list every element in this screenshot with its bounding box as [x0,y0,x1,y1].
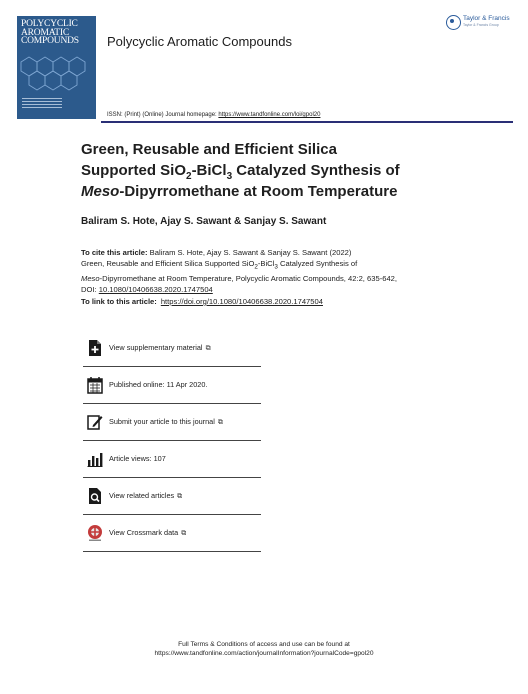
issn-line [107,112,320,118]
header-divider [101,121,513,123]
external-link-icon: ⧉ [181,530,187,537]
footer [0,640,528,658]
external-link-icon: ⧉ [217,419,223,426]
crossmark-icon [87,524,103,542]
external-link-icon: ⧉ [205,345,211,352]
supplementary-icon [87,339,103,357]
journal-name[interactable]: Polycyclic Aromatic Compounds [107,34,292,49]
bar-chart-icon [87,450,103,468]
action-related-articles[interactable] [83,478,261,515]
action-label: Submit your article to this journal [109,417,215,426]
article-title [81,139,451,202]
journal-homepage-link[interactable]: https://www.tandfonline.com/loi/gpol20 [218,112,321,118]
doi-link[interactable]: 10.1080/10406638.2020.1747504 [98,285,213,295]
journal-cover [17,16,96,119]
action-supplementary-material[interactable] [83,330,261,367]
footer-terms-link[interactable]: https://www.tandfonline.com/action/journalInformation?journalCode=gpol20 [154,650,374,657]
article-link-row [81,297,323,306]
article-authors: Baliram S. Hote, Ajay S. Sawant & Sanjay S. Sawant [81,216,327,227]
cover-hexagon-graphic [17,52,96,98]
action-label: View related articles [109,491,175,500]
calendar-icon [87,376,103,394]
publisher-logo[interactable] [446,15,510,33]
article-doi-link[interactable]: https://doi.org/10.1080/10406638.2020.1747504 [160,297,323,306]
action-label: Article views: 107 [109,454,166,463]
action-label: Published online: 11 Apr 2020. [109,380,208,389]
action-published-online [83,367,261,404]
link-label: To link to this article: [81,297,157,306]
action-label: View supplementary material [109,343,203,352]
submit-icon [87,413,103,431]
title-line-2: Supported SiO$_2$-BiCl$_3$ Catalyzed Synthesis of [81,162,400,182]
external-link-icon: ⧉ [177,493,183,500]
action-submit-article[interactable] [83,404,261,441]
citation-block [81,247,441,295]
article-actions [83,330,261,552]
publisher-tagline: Taylor & Francis Group [463,23,499,27]
issn-label: ISSN: (Print) (Online) Journal homepage: [107,112,217,118]
citation-text-1: Baliram S. Hote, Ajay S. Sawant & Sanjay S. Sawant (2022) [149,248,352,257]
citation-text-3: Meso-Dipyrromethane at Room Temperature, Polycyclic Aromatic Compounds, 42:2, 635-642, [81,273,397,283]
publisher-logo-icon [446,15,461,30]
citation-text-2: Green, Reusable and Efficient Silica Supported SiO$_2$-BiCl$_3$ Catalyzed Synthesis of [81,259,358,271]
title-line-3: Meso-Dipyrromethane at Room Temperature [81,183,398,200]
related-icon [87,487,103,505]
publisher-name: Taylor & Francis [463,15,510,22]
doi-label: DOI: [81,285,97,295]
title-line-1: Green, Reusable and Efficient Silica [81,141,337,158]
cover-title: POLYCYCLIC AROMATIC COMPOUNDS [21,19,79,47]
footer-line-1: Full Terms & Conditions of access and use can be found at [178,641,350,648]
action-article-views [83,441,261,478]
action-crossmark[interactable] [83,515,261,552]
cover-text-lines [22,98,62,110]
action-label: View Crossmark data [109,528,179,537]
citation-label: To cite this article: [81,248,148,257]
